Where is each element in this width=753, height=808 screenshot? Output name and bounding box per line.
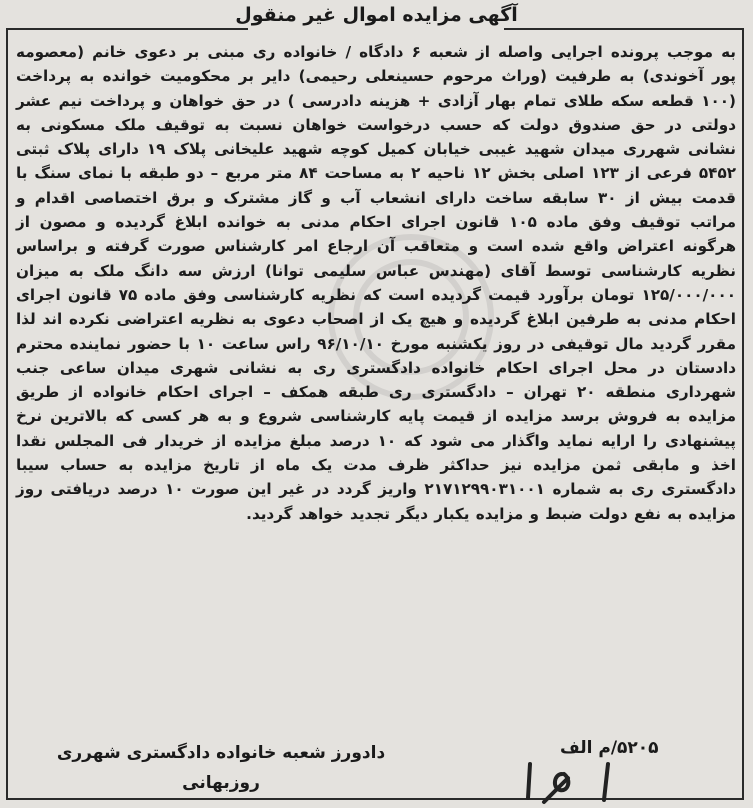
notice-body: به موجب پرونده اجرایی واصله از شعبه ۶ دادگاه / خانواده ری مبنی بر دعوی خانم (معصومه پور آخوندی) به طرفیت (وراث مرحوم حسینعلی رحیمی) دایر بر محکومیت خوانده به پرداخت (۱۰۰ قطعه سکه طلای تمام بهار آزادی + هزینه دادرسی ) در حق خواهان و پرداخت نیم عشر دولتی در حق صندوق دولت که حسب درخواست خواهان نسبت به توقیف ملک مسکونی به نشانی شهرری میدان شهید غیبی خیابان کمیل کوچه شهید علیخانی پلاک ۱۹ دارای پلاک ثبتی ۵۴۵۲ فرعی از ۱۲۳ اصلی بخش ۱۲ ناحیه ۲ به مساحت ۸۴ متر مربع – دو طبقه با نمای سنگ با قدمت بیش از ۳۰ سابقه ساخت دارای انشعاب آب و گاز مشترک و برق اختصاصی اقدام و مراتب توقیف وفق ماده ۱۰۵ قانون اجرای احکام مدنی به خوانده ابلاغ گردیده و مصون از هرگونه اعتراض واقع شده است و متعاقب آن ارجاع امر کارشناس صورت گرفته و براساس نظریه کارشناسی توسط آقای (مهندس عباس سلیمی توانا) ارزش سه دانگ ملک به میزان ۱۲۵/۰۰۰/۰۰۰ تومان برآورد قیمت گردیده است که نظریه کارشناسی وفق ماده ۷۵ قانون اجرای احکام مدنی به طرفین ابلاغ گردیده و هیچ یک از اصحاب دعوی به نظریه اعتراضی نکرده اند لذا مقرر گردید مال توقیفی در روز یکشنبه مورخ ۹۶/۱۰/۱۰ راس ساعت ۱۰ با حضور نماینده محترم دادستان در محل اجرای احکام خانواده دادگستری ری به نشانی شهری میدان ساعی جنب شهرداری منطقه ۲۰ تهران – دادگستری ری طبقه همکف – اجرای احکام خانواده از طریق مزایده به فروش برسد مزایده از قیمت پایه کارشناسی شروع و به هر کسی که بالاترین نرخ پیشنهادی را ارایه نماید واگذار می شود که ۱۰ درصد مبلغ مزایده از خریدار فی المجلس نقدا اخذ و مابقی ثمن مزایده نیز حداکثر ظرف مدت یک ماه از تاریخ مزایده به حساب سیبا دادگستری ری به شماره ۲۱۷۱۲۹۹۰۳۱۰۰۱ واریز گردد در غیر این صورت ۱۰ درصد دریافتی روز مزایده به نفع دولت ضبط و مزایده یکبار دیگر تجدید خواهد گردید. [16,43,737,523]
notice-title: آگهی مزایده اموال غیر منقول [235,4,518,26]
notice-signature: دادورز شعبه خانواده دادگستری شهرری روزبهانی [56,743,386,793]
notice-reference-code: ۵۲۰۵/م الف [560,738,659,758]
handwritten-number-label [0,0,1,1]
handwritten-number [516,758,646,806]
